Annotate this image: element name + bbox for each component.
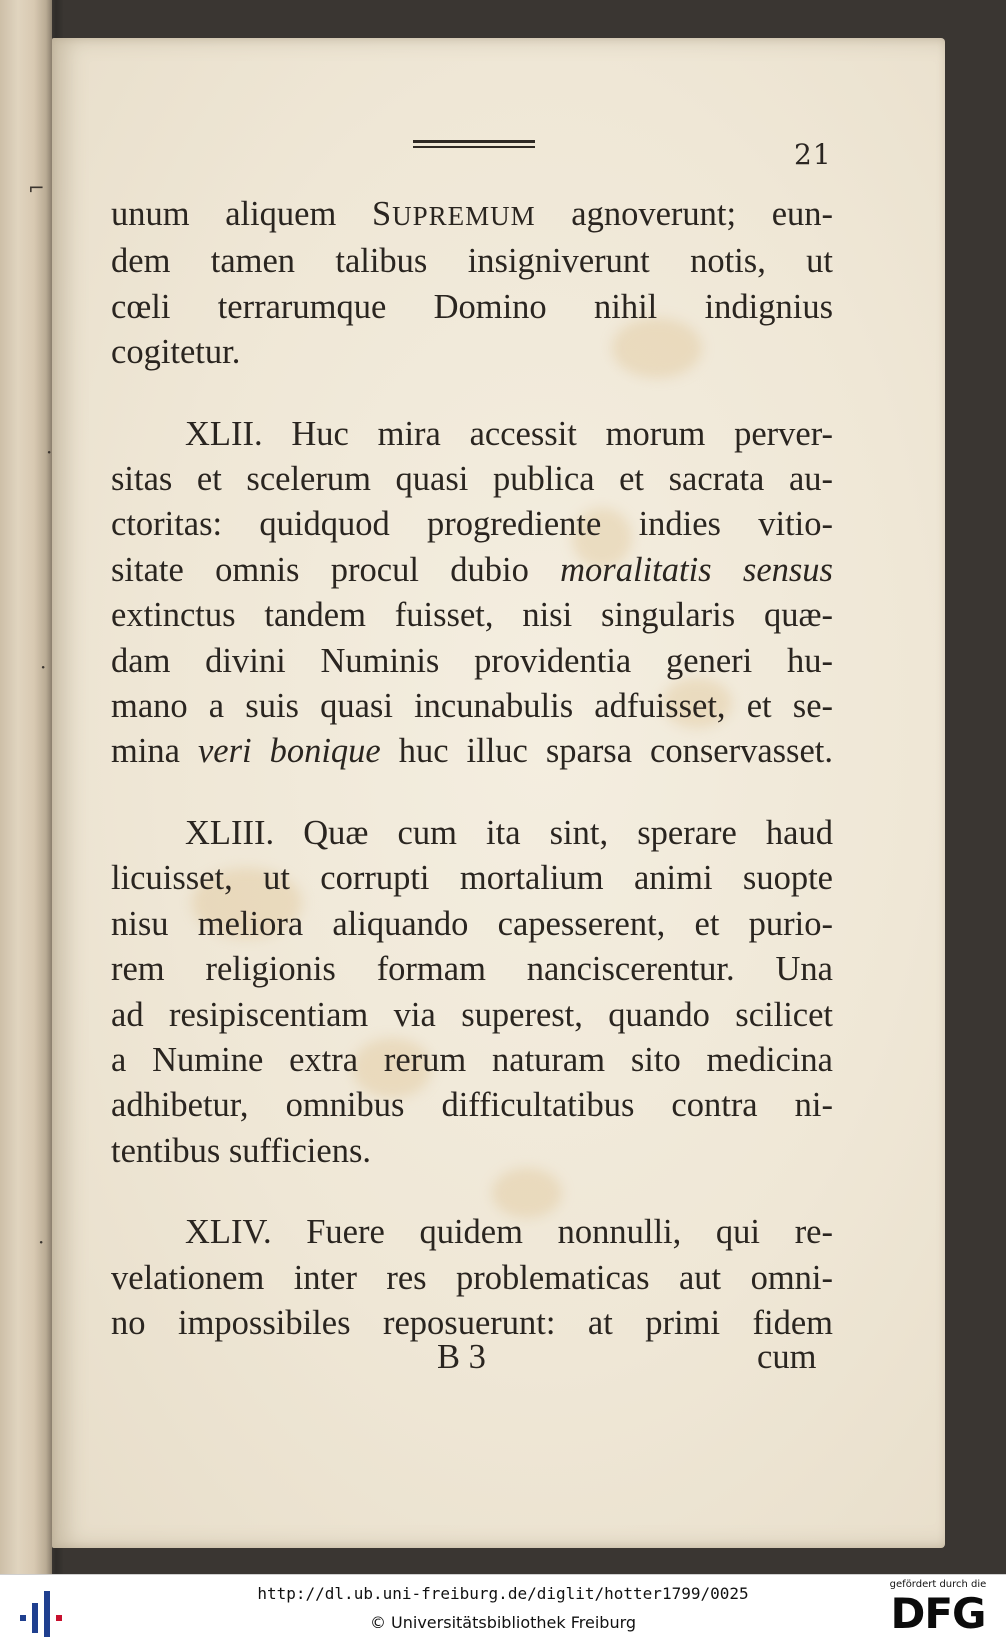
text-line: mina veri bonique huc illuc sparsa conservasset. [111, 732, 834, 771]
book-page [52, 38, 945, 1548]
viewer-footer-bar [0, 1574, 1006, 1650]
text-line: adhibetur, omnibus difficultatibus contra ni- [111, 1086, 833, 1125]
margin-mark: ⌐ [28, 176, 45, 200]
permalink-url[interactable]: http://dl.ub.uni-freiburg.de/diglit/hotter1799/0025 [257, 1584, 749, 1603]
text-line: dam divini Numinis providentia generi hu- [111, 641, 833, 680]
header-rule [413, 140, 535, 151]
copyright-notice: © Universitätsbibliothek Freiburg [369, 1613, 637, 1632]
text-line: dem tamen talibus insigniverunt notis, ut [111, 242, 833, 281]
text-line: licuisset, ut corrupti mortalium animi suopte [111, 859, 833, 898]
text-line: nisu meliora aliquando capesserent, et purio- [111, 904, 833, 943]
text-line: XLII. Huc mira accessit morum perver- [185, 414, 833, 453]
text-line: no impossibiles reposuerunt: at primi fidem [111, 1303, 833, 1342]
text-line: sitas et scelerum quasi publica et sacrata au- [111, 460, 833, 499]
paragraph [111, 192, 833, 376]
signature-mark: B 3 [437, 1338, 486, 1376]
text-line: extinctus tandem fuisset, nisi singularis quæ- [111, 596, 833, 635]
text-line: XLIV. Fuere quidem nonnulli, qui re- [185, 1213, 833, 1252]
paragraph-xliv [111, 1210, 833, 1346]
page-number: 21 [794, 138, 832, 171]
text-line: sitate omnis procul dubio moralitatis sensus [111, 550, 833, 589]
margin-mark: · [38, 1230, 45, 1254]
paragraph-xlii [111, 412, 833, 775]
text-line: a Numine extra rerum naturam sito medicina [111, 1040, 833, 1079]
catchword: cum [757, 1338, 817, 1376]
dfg-logo [882, 1579, 994, 1647]
text-line: cogitetur. [111, 333, 241, 372]
text-line: XLIII. Quæ cum ita sint, sperare haud [185, 813, 833, 852]
dfg-wordmark: DFG [890, 1589, 986, 1638]
text-line: unum aliquem SUPREMUM agnoverunt; eun- [111, 195, 833, 233]
text-line: velationem inter res problematicas aut omni- [111, 1258, 833, 1297]
page-text [111, 192, 833, 1346]
margin-mark: · [46, 440, 53, 464]
text-line: ad resipiscentiam via superest, quando scilicet [111, 995, 833, 1034]
text-line: ctoritas: quidquod progrediente indies vitio- [111, 505, 833, 544]
text-line: mano a suis quasi incunabulis adfuisset, et se- [111, 687, 833, 726]
previous-page-edge [0, 0, 52, 1574]
margin-mark: · [40, 655, 47, 679]
dfg-caption: gefördert durch die [889, 1579, 987, 1590]
paragraph-xliii [111, 811, 833, 1174]
text-line: tentibus sufficiens. [111, 1131, 371, 1170]
text-line: rem religionis formam nanciscerentur. Una [111, 950, 833, 989]
text-line: cœli terrarumque Domino nihil indignius [111, 287, 833, 326]
